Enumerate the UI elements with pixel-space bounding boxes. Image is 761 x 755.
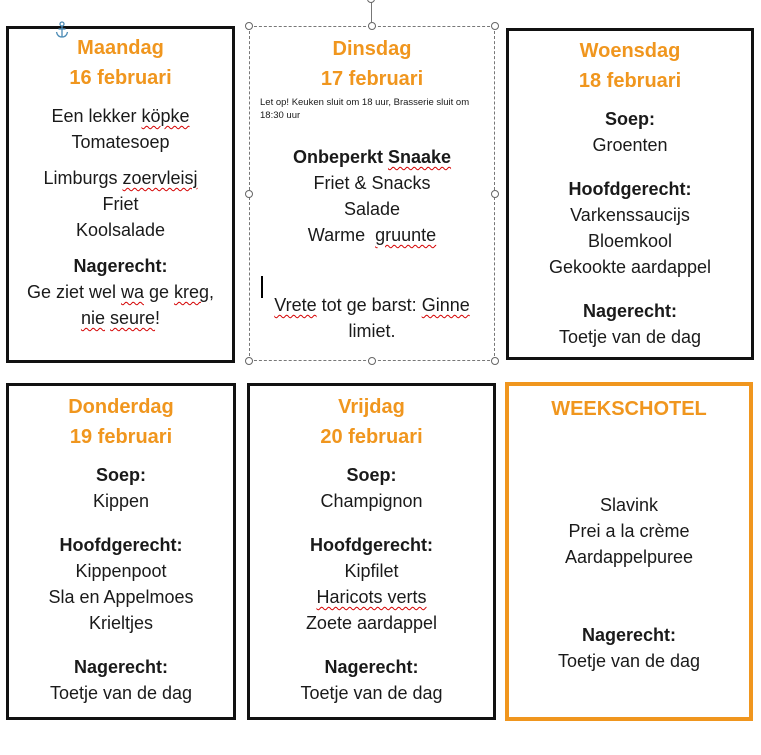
day-date: 16 februari (69, 67, 172, 89)
rotation-handle-line (371, 0, 372, 22)
closing-note: Let op! Keuken sluit om 18 uur, Brasserie sluit om 18:30 uur (260, 97, 470, 121)
selection-handle-bl[interactable] (245, 357, 253, 365)
selection-handle-tc[interactable] (368, 22, 376, 30)
day-date: 17 februari (320, 68, 424, 90)
menu-line: Een lekker köpke (51, 106, 190, 126)
menu-line: Koolsalade (75, 220, 166, 240)
day-date: 19 februari (69, 426, 173, 448)
selection-handle-tr[interactable] (491, 22, 499, 30)
selection-handle-ml[interactable] (245, 190, 253, 198)
main-line: Aardappelpuree (564, 547, 694, 567)
main-line: Gekookte aardappel (548, 257, 712, 277)
menu-line: Friet & Snacks (313, 173, 431, 193)
main-line: Bloemkool (587, 231, 673, 251)
anchor-icon[interactable] (55, 21, 69, 39)
card-tuesday[interactable] (249, 26, 495, 361)
weekschotel-title: WEEKSCHOTEL (551, 398, 707, 420)
card-monday[interactable] (6, 26, 235, 363)
menu-heading: Onbeperkt Snaake (292, 147, 452, 167)
dessert-heading: Nagerecht: (73, 657, 169, 677)
day-title: Dinsdag (332, 38, 412, 60)
selection-handle-br[interactable] (491, 357, 499, 365)
dessert-heading: Nagerecht: (582, 301, 678, 321)
menu-line: Friet (102, 194, 139, 214)
card-weekschotel[interactable] (505, 382, 753, 721)
main-line: Varkenssaucijs (570, 205, 690, 225)
main-line: Kippenpoot (75, 561, 167, 581)
card-wednesday[interactable] (506, 28, 754, 360)
dessert-heading: Nagerecht: (324, 657, 419, 677)
main-line: Zoete aardappel (305, 613, 438, 633)
card-friday[interactable] (247, 383, 496, 720)
soup-heading: Soep: (95, 465, 146, 485)
dessert-text: Toetje van de dag (300, 683, 443, 703)
main-line: Slavink (599, 495, 659, 515)
soup-text: Groenten (592, 135, 668, 155)
dessert-text: Toetje van de dag (49, 683, 193, 703)
main-heading: Hoofdgerecht: (59, 535, 183, 555)
soup-heading: Soep: (604, 109, 655, 129)
dessert-text: Toetje van de dag (558, 327, 702, 347)
dessert-text: Ge ziet wel wa ge kreg, nie seure! (26, 282, 215, 328)
menu-line: Salade (343, 199, 401, 219)
dessert-heading: Nagerecht: (73, 256, 168, 276)
main-line: Kipfilet (344, 561, 399, 581)
dessert-text: Toetje van de dag (557, 651, 701, 671)
day-title: Donderdag (68, 396, 174, 418)
card-thursday[interactable] (6, 383, 236, 720)
menu-line: Tomatesoep (71, 132, 170, 152)
day-date: 20 februari (320, 426, 423, 448)
main-heading: Hoofdgerecht: (310, 535, 433, 555)
soup-text: Champignon (320, 491, 423, 511)
main-line: Krieltjes (88, 613, 154, 633)
main-line: Prei a la crème (568, 521, 690, 541)
slogan-text: Vrete tot ge barst: Ginne limiet. (274, 295, 470, 341)
day-title: Maandag (77, 37, 164, 59)
day-date: 18 februari (578, 70, 682, 92)
menu-line: Warme gruunte (307, 225, 437, 245)
soup-text: Kippen (92, 491, 150, 511)
dessert-heading: Nagerecht: (581, 625, 677, 645)
selection-handle-tl[interactable] (245, 22, 253, 30)
day-title: Vrijdag (338, 396, 405, 418)
selection-handle-mr[interactable] (491, 190, 499, 198)
main-line: Haricots verts (316, 587, 427, 607)
rotation-handle[interactable] (367, 0, 375, 3)
text-cursor (261, 276, 263, 298)
menu-line: Limburgs zoervleisj (43, 168, 198, 188)
soup-heading: Soep: (346, 465, 397, 485)
main-heading: Hoofdgerecht: (568, 179, 692, 199)
day-title: Woensdag (579, 40, 681, 62)
selection-handle-bc[interactable] (368, 357, 376, 365)
main-line: Sla en Appelmoes (48, 587, 194, 607)
